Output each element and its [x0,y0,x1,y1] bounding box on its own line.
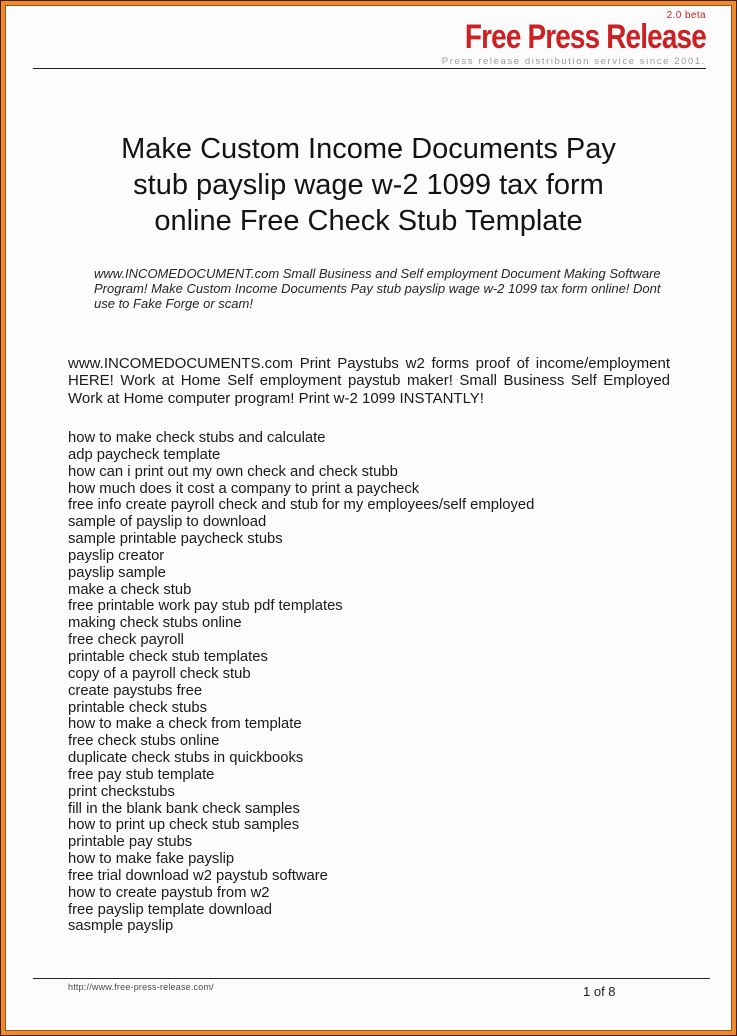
body-line: Work at Home computer program! Print w-2 1099 INSTANTLY! [68,389,484,407]
keyword-item: free check payroll [68,632,184,649]
title-line: online Free Check Stub Template [154,205,583,237]
keyword-item: how to make a check from template [68,716,302,733]
keyword-list [68,430,688,935]
keyword-item: create paystubs free [68,682,203,699]
keyword-item: how much does it cost a company to print a paycheck [68,480,420,497]
site-logo [412,10,706,67]
keyword-item: free printable work pay stub pdf templates [68,598,343,615]
body-paragraph [68,355,670,407]
keyword-item: free pay stub template [68,766,215,783]
keyword-item: printable check stub templates [68,648,268,665]
keyword-item: sasmple payslip [68,918,174,935]
keyword-item: print checkstubs [68,783,175,800]
title-line: Make Custom Income Documents Pay [121,133,616,165]
logo-version-badge: 2.0 beta [666,10,706,21]
keyword-item: fill in the blank bank check samples [68,800,300,817]
document-title [0,131,737,239]
body-line: HERE! Work at Home Self employment paystub maker! Small Business Self Employed [68,372,670,390]
keyword-item: making check stubs online [68,615,242,632]
header-divider [33,68,706,69]
keyword-item: free payslip template download [68,901,272,918]
summary-paragraph [94,267,674,311]
brand-logo-text: Free Press Release [464,18,706,56]
keyword-item: payslip creator [68,547,165,564]
logo-tagline: Press release distribution service since 2001. [441,56,706,67]
keyword-item: free info create payroll check and stub for my employees/self employed [68,497,535,514]
keyword-item: free trial download w2 paystub software [68,867,328,884]
keyword-item: how to create paystub from w2 [68,884,270,901]
keyword-item: how can i print out my own check and check stubb [68,463,398,480]
page-number: 1 of 8 [583,984,616,999]
title-line: stub payslip wage w-2 1099 tax form [133,169,604,201]
keyword-item: adp paycheck template [68,446,221,463]
keyword-item: how to make fake payslip [68,851,235,868]
keyword-item: printable check stubs [68,699,208,716]
keyword-item: how to print up check stub samples [68,817,300,834]
keyword-item: how to make check stubs and calculate [68,430,326,446]
footer-divider [33,978,710,979]
body-line: www.INCOMEDOCUMENTS.com Print Paystubs w2 forms proof of income/employment [68,355,670,372]
keyword-item: sample of payslip to download [68,514,267,531]
summary-line: use to Fake Forge or scam! [94,295,253,311]
keyword-item: sample printable paycheck stubs [68,531,283,548]
keyword-item: free check stubs online [68,733,220,750]
summary-line: www.INCOMEDOCUMENT.com Small Business and Self employment Document Making Software [94,266,661,281]
keyword-item: copy of a payroll check stub [68,665,251,682]
keyword-item: payslip sample [68,564,166,581]
keyword-item: duplicate check stubs in quickbooks [68,750,304,767]
keyword-item: make a check stub [68,581,192,598]
footer-url: http://www.free-press-release.com/ [68,982,214,992]
keyword-item: printable pay stubs [68,834,193,851]
summary-line: Program! Make Custom Income Documents Pay stub payslip wage w-2 1099 tax form online! Dont [94,280,661,296]
